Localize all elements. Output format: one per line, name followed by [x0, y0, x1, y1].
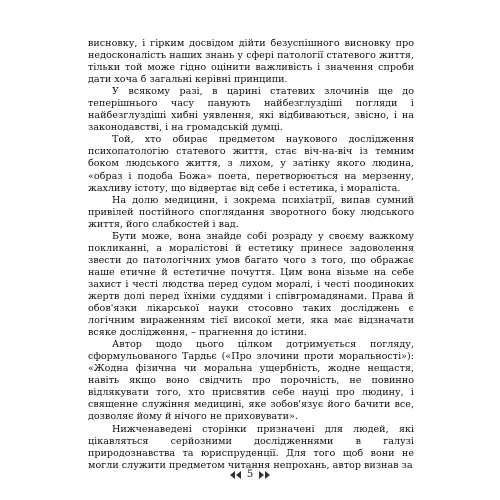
paragraph-3: Той, хто обирає предметом наукового дослідження психопатологію статевого життя, стає віч-на-віч із темним боком людського життя, з лихом, у затінку якого людина, «образ і подоба Божа» поета, перетворюється на мерзенну, жахливу істоту, що відвертає від себе і естетика, і мораліста. — [88, 134, 414, 194]
paragraph-4: На долю медицини, і зокрема психіатрії, випав сумний привілей постійного споглядання зворотного боку людського життя, його слабкостей і вад. — [88, 194, 414, 230]
paragraph-6: Автор щодо цього цілком дотримується погляду, сформульованого Тардьє («Про злочини проти моральності»): «Жодна фізична чи моральна ущербність, жодне нещастя, навіть якщо воно свідчить про порочність, не повинно відлякувати того, хто присвятив себе науці про людину, і священне служіння медицині, яке зобов'язує його бачити все, дозволяє йому й нічого не приховувати». — [88, 339, 414, 423]
left-ornament-icon — [230, 471, 241, 479]
right-ornament-icon — [259, 471, 270, 479]
page-footer — [0, 468, 500, 484]
paragraph-7: Нижченаведені сторінки призначені для людей, які цікавляться серйозними дослідженнями в галузі природознавства та юриспруденції. Для того щоб вони не могли служити предметом читання непрохань, автор визнав за — [88, 423, 414, 471]
paragraph-2: У всякому разі, в царині статевих злочинів ще до теперішнього часу панують найбезглуздіші погляди і найбезглуздіші хибні уявлення, які відбиваються, звісно, і на законодавстві, і на громадській думці. — [88, 86, 414, 134]
paragraph-5: Бути може, вона знайде собі розраду у своєму важкому покликанні, а моралістові й естетику принесе задоволення звести до патологічних умов багато чого з того, що ображає наше етичне й естетичне почуття. Цим вона візьме на себе захист і честі людства перед судом моралі, і честі поодиноких жертв долі перед їхніми суддями і співгромадянами. Права й обов'язки лікарської науки стосовно таких досліджень є логічним вираженням тієї високої мети, яка має відзначати всяке дослідження, – прагнення до істини. — [88, 230, 414, 339]
page-number-group — [230, 468, 270, 482]
paragraph-1: висновку, і гірким досвідом дійти безуспішного висновку про недосконалість наших знань у сфері патології статевого життя, тільки той може гідно оцінити важливість і значення спроби дати хоча б загальні керівні принципи. — [88, 38, 414, 86]
body-text — [88, 38, 414, 472]
page-number: 5 — [246, 469, 254, 480]
